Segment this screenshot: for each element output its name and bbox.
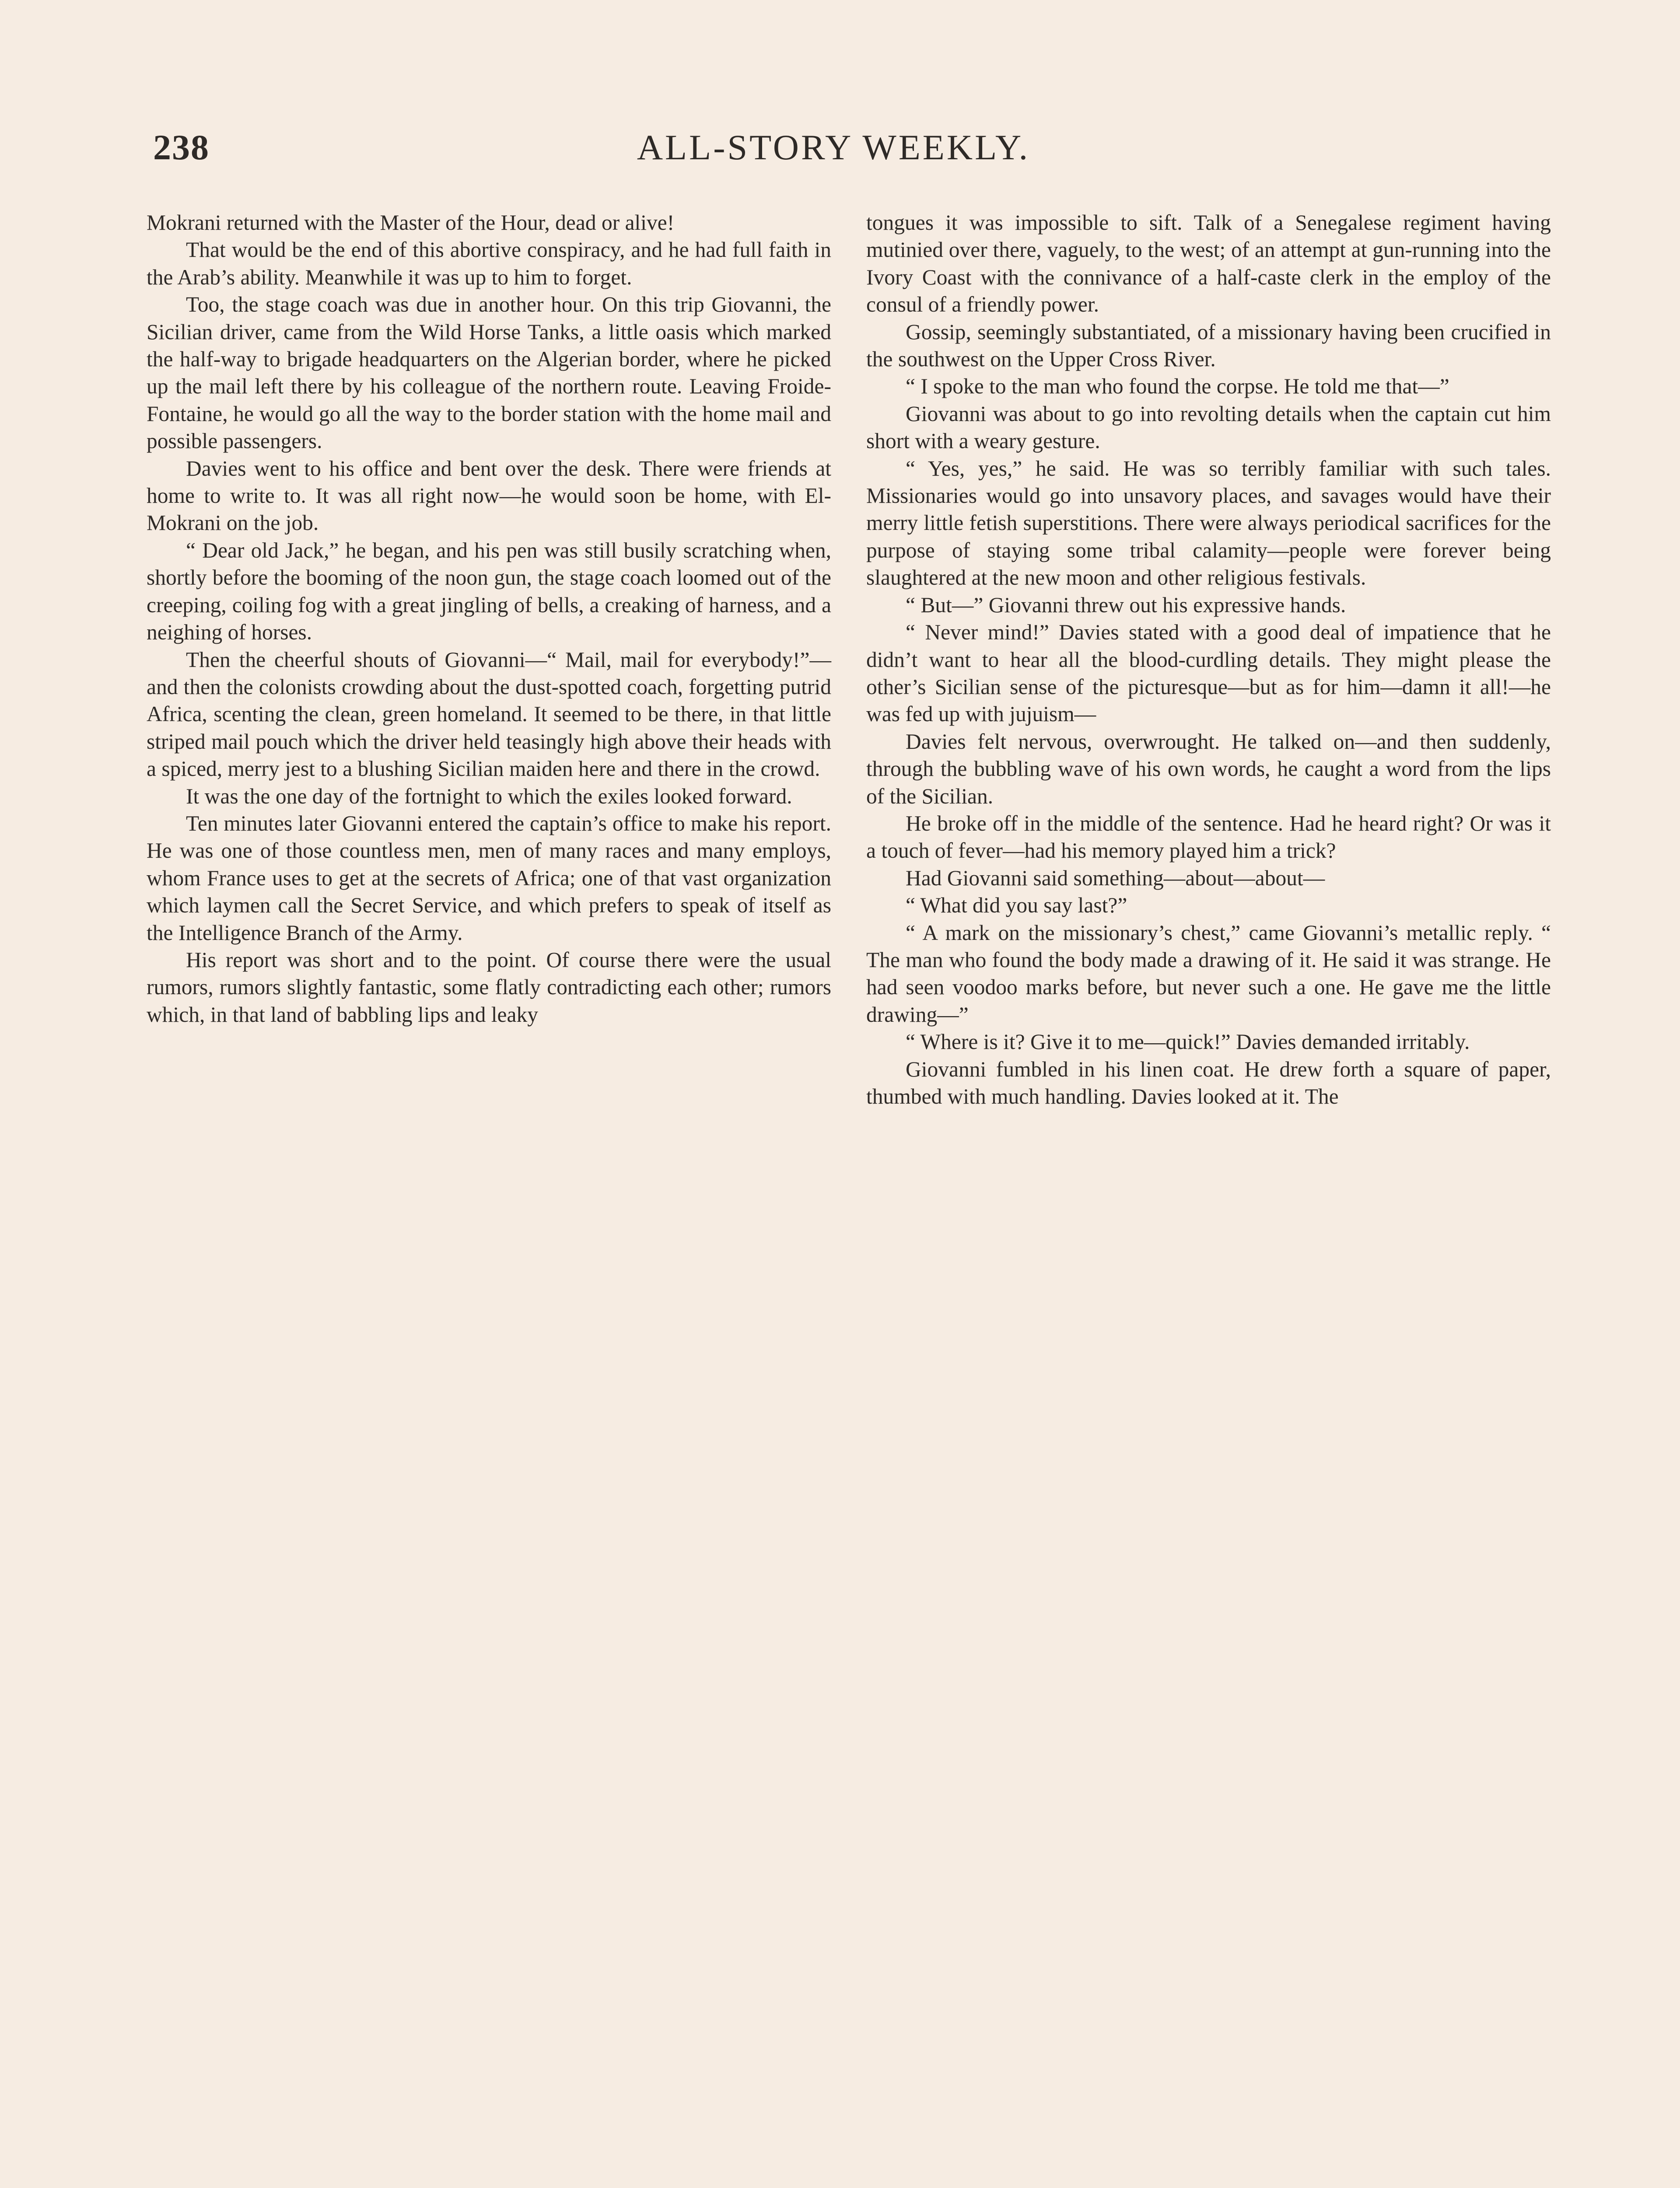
paragraph: Davies went to his office and bent over the desk. There were friends at home to write to. It was all right now—he would soon be home, with El-Mokrani on the job.: [147, 456, 831, 535]
paragraph: Gossip, seemingly substantiated, of a missionary having been crucified in the southwest on the Upper Cross River.: [866, 319, 1551, 372]
paragraph: Then the cheerful shouts of Giovanni—“ Mail, mail for everybody!”—and then the colonists crowding about the dust-spotted coach, forgetting putrid Africa, scenting the clean, green homeland. It seemed to be there, in that little striped mail pouch which the driver held teasingly high above their heads with a spiced, merry jest to a blushing Sicilian maiden here and there in the crowd.: [147, 647, 831, 781]
left-column: [147, 209, 831, 2188]
paragraph: “ Dear old Jack,” he began, and his pen was still busily scratching when, shortly before the booming of the noon gun, the stage coach loomed out of the creeping, coiling fog with a great jingling of bells, a creaking of harness, and a neighing of horses.: [147, 538, 831, 645]
paragraph: “ Where is it? Give it to me—quick!” Davies demanded irritably.: [906, 1030, 1470, 1054]
paragraph: Ten minutes later Giovanni entered the captain’s office to make his report. He was one of those countless men, men of many races and many employs, whom France uses to get at the secrets of Africa; one of that vast organization which laymen call the Secret Service, and which prefers to speak of itself as the Intelligence Branch of the Army.: [147, 811, 831, 945]
paragraph: “ What did you say last?”: [906, 893, 1127, 918]
paragraph: It was the one day of the fortnight to which the exiles looked forward.: [186, 784, 792, 808]
paragraph: Had Giovanni said something—about—about—: [906, 866, 1325, 890]
paragraph: Giovanni was about to go into revolting details when the captain cut him short with a weary gesture.: [866, 401, 1551, 453]
paragraph: He broke off in the middle of the sentence. Had he heard right? Or was it a touch of fever—had his memory played him a trick?: [866, 811, 1551, 863]
paragraph: That would be the end of this abortive conspiracy, and he had full faith in the Arab’s ability. Meanwhile it was up to him to forget.: [147, 238, 831, 289]
paragraph: “ A mark on the missionary’s chest,” came Giovanni’s metallic reply. “ The man who found the body made a drawing of it. He said it was strange. He had seen voodoo marks before, but never such a one. He gave me the little drawing—”: [866, 920, 1551, 1027]
paragraph: Too, the stage coach was due in another hour. On this trip Giovanni, the Sicilian driver, came from the Wild Horse Tanks, a little oasis which marked the half-way to brigade headquarters on the Algerian border, where he picked up the mail left there by his colleague of the northern route. Leaving Froide-Fontaine, he would go all the way to the border station with the home mail and possible passengers.: [147, 292, 831, 453]
paragraph: tongues it was impossible to sift. Talk of a Senegalese regiment having mutinied over there, vaguely, to the west; of an attempt at gun-running into the Ivory Coast with the connivance of a half-caste clerk in the employ of the consul of a friendly power.: [866, 210, 1551, 317]
paragraph: “ Never mind!” Davies stated with a good deal of impatience that he didn’t want to hear all the blood-curdling details. They might please the other’s Sicilian sense of the picturesque—but as for him—damn it all!—he was fed up with jujuism—: [866, 620, 1551, 726]
paragraph: “ I spoke to the man who found the corpse. He told me that—”: [906, 374, 1449, 399]
running-title: ALL-STORY WEEKLY.: [637, 127, 1030, 167]
paragraph: Mokrani returned with the Master of the Hour, dead or alive!: [147, 210, 675, 235]
paragraph: His report was short and to the point. Of course there were the usual rumors, rumors slightly fantastic, some flatly contradicting each other; rumors which, in that land of babbling lips and leaky: [147, 947, 831, 1027]
text-columns: [147, 209, 1551, 2188]
paragraph: Giovanni fumbled in his linen coat. He drew forth a square of paper, thumbed with much handling. Davies looked at it. The: [866, 1057, 1551, 1108]
paragraph: “ Yes, yes,” he said. He was so terribly familiar with such tales. Missionaries would go into unsavory places, and savages would have their merry little fetish superstitions. There were always periodical sacrifices for the purpose of staying some tribal calamity—people were forever being slaughtered at the new moon and other religious festivals.: [866, 456, 1551, 590]
paragraph: Davies felt nervous, overwrought. He talked on—and then suddenly, through the bubbling wave of his own words, he caught a word from the lips of the Sicilian.: [866, 729, 1551, 808]
right-column: [866, 209, 1551, 2188]
page-header: [153, 127, 1514, 179]
paragraph: “ But—” Giovanni threw out his expressive hands.: [906, 593, 1346, 617]
page-number: 238: [153, 127, 210, 167]
